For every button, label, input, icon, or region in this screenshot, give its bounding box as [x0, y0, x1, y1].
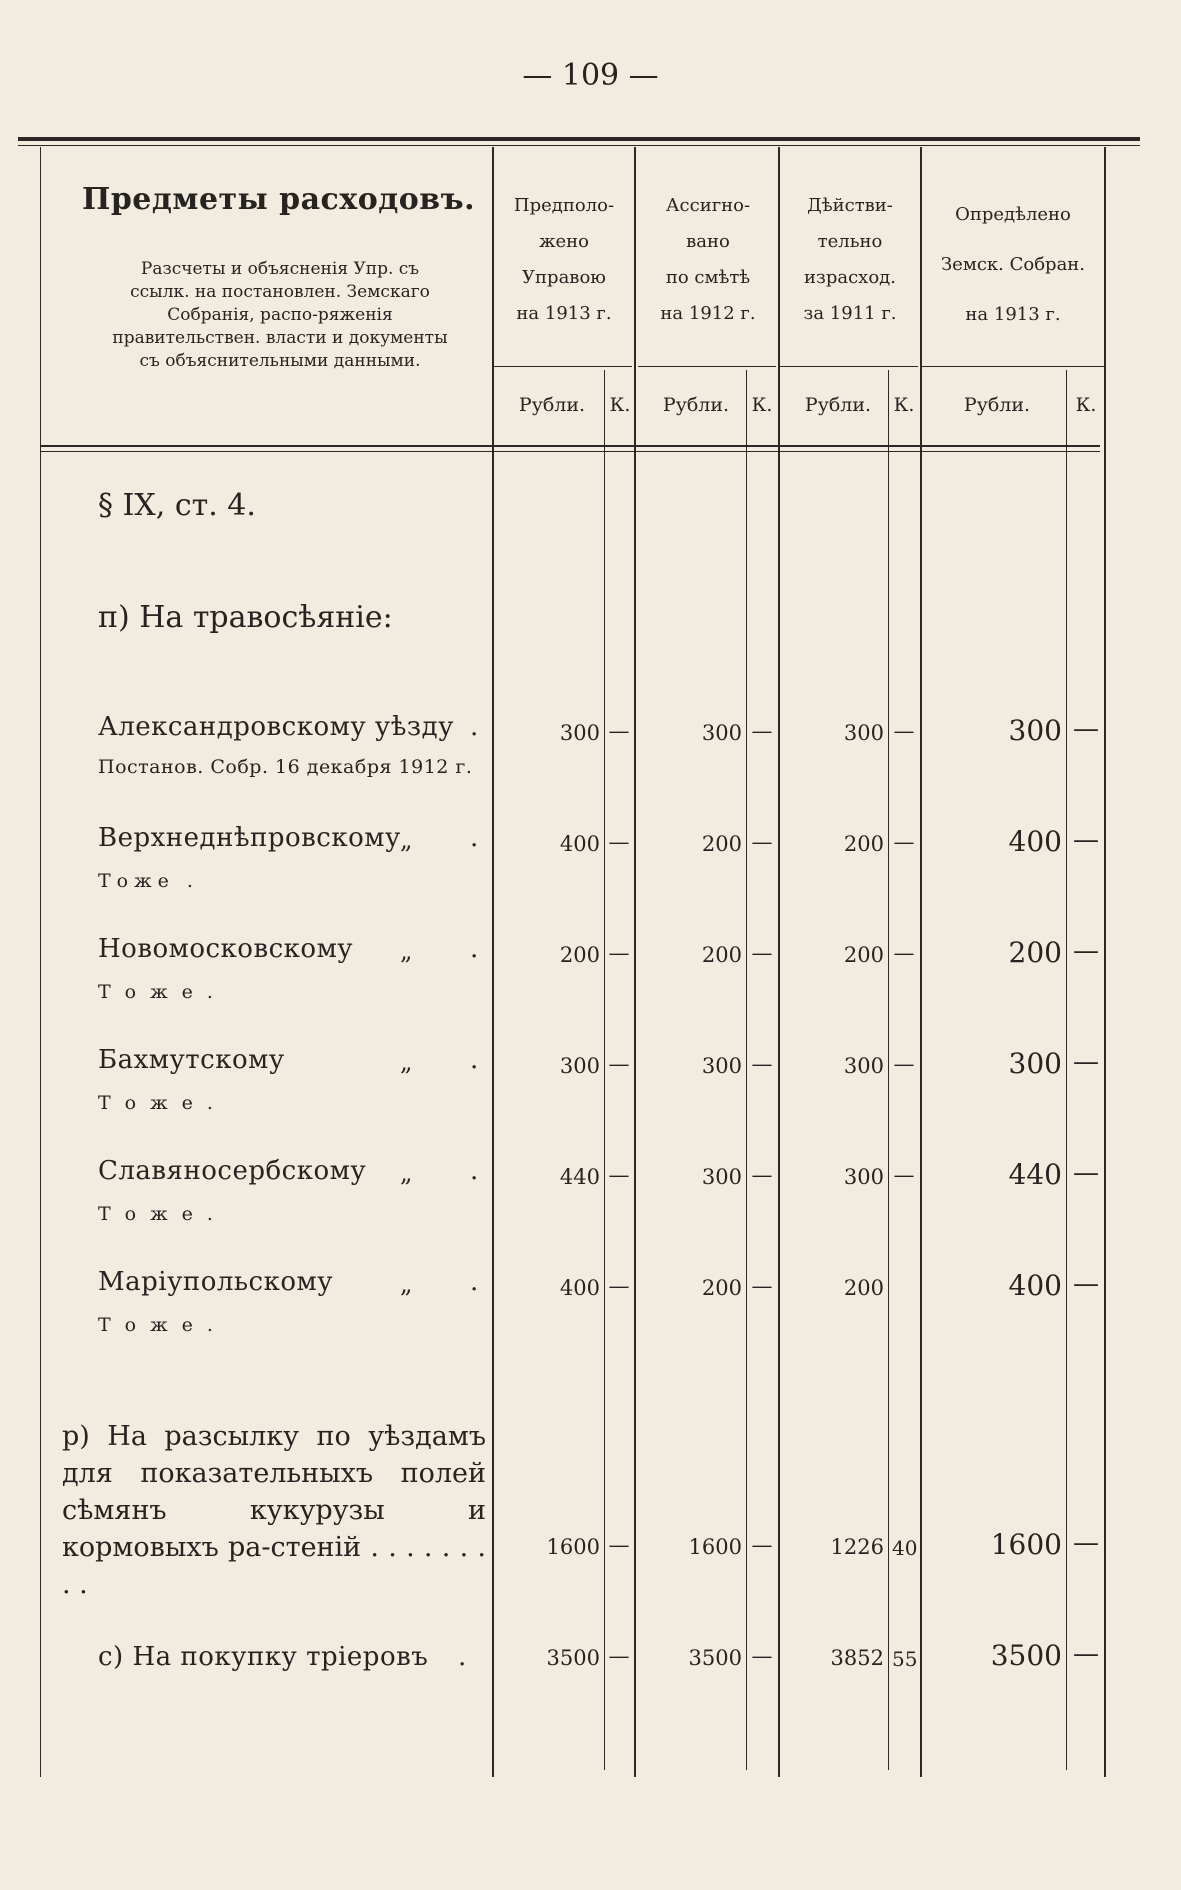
table-title: Предметы расходовъ. — [82, 182, 476, 217]
header-bottom-rule-thin — [40, 451, 1100, 452]
row-note: Постанов. Собр. 16 декабря 1912 г. — [98, 756, 473, 778]
row-note: Тоже. — [98, 1092, 227, 1114]
row-note: Тоже . — [98, 870, 199, 892]
actual-value: 200 — [843, 1276, 884, 1300]
assigned-value: 1600 — [688, 1535, 742, 1559]
actual-kop: — — [893, 1163, 915, 1187]
unit-rubles-actual: Рубли. — [804, 394, 872, 416]
determined-value: 1600 — [990, 1528, 1062, 1561]
proposed-kop: — — [608, 1052, 630, 1076]
page-number: — 109 — — [522, 58, 659, 93]
column-header-actual: Дѣйстви- тельно израсход. за 1911 г. — [803, 195, 897, 324]
proposed-value: 440 — [559, 1165, 600, 1189]
row-dot: . — [458, 1642, 467, 1672]
actual-value: 1226 — [830, 1535, 884, 1559]
actual-kop: — — [893, 941, 915, 965]
actual-value: 3852 — [830, 1646, 884, 1670]
proposed-value: 1600 — [546, 1535, 600, 1559]
assigned-kop: — — [751, 1533, 773, 1557]
unit-kop-determined: К. — [1075, 394, 1097, 416]
proposed-kop: — — [608, 941, 630, 965]
determined-kop: — — [1073, 936, 1099, 966]
row-label: Верхнеднѣпровскому — [98, 823, 401, 853]
item-s-text: с) На покупку тріеровъ — [98, 1642, 429, 1672]
actual-value: 300 — [843, 1054, 884, 1078]
row-dot: . — [470, 1156, 479, 1186]
assigned-value: 200 — [701, 832, 742, 856]
col-rule-left — [40, 147, 41, 1777]
column-header-proposed: Предполо- жено Управою на 1913 г. — [513, 195, 615, 324]
determined-kop: — — [1073, 1158, 1099, 1188]
actual-kop: 40 — [892, 1536, 918, 1560]
proposed-value: 300 — [559, 721, 600, 745]
assigned-kop: — — [751, 941, 773, 965]
row-dot: . — [470, 934, 479, 964]
column-header-assigned: Ассигно- вано по смѣтѣ на 1912 г. — [660, 195, 756, 324]
units-rule-2 — [638, 366, 776, 367]
row-note: Тоже. — [98, 1203, 227, 1225]
row-note: Тоже. — [98, 1314, 227, 1336]
table-description: Разсчеты и объясненія Упр. съ ссылк. на постановлен. Земскаго Собранія, распо-ряженія правительствен. власти и документы съ объяснительными данными. — [112, 259, 448, 371]
unit-rubles-assigned: Рубли. — [662, 394, 730, 416]
units-rule-3 — [780, 366, 918, 367]
row-note: Тоже. — [98, 981, 227, 1003]
header-bottom-rule — [40, 445, 1100, 447]
units-rule-1 — [494, 366, 632, 367]
determined-kop: — — [1073, 825, 1099, 855]
item-r-text: р) На разсылку по уѣздамъ для показательныхъ полей сѣмянъ кукурузы и кормовыхъ ра-стеній . . . . . . . . . — [62, 1421, 486, 1600]
row-label: Александровскому уѣзду — [98, 712, 454, 742]
proposed-value: 200 — [559, 943, 600, 967]
determined-value: 300 — [1008, 714, 1062, 747]
assigned-value: 200 — [701, 1276, 742, 1300]
col-rule-right — [1104, 147, 1106, 1777]
row-label: Славяносербскому — [98, 1156, 367, 1186]
assigned-kop: — — [751, 830, 773, 854]
unit-kop-assigned: К. — [751, 394, 773, 416]
unit-rubles-proposed: Рубли. — [518, 394, 586, 416]
proposed-kop: — — [608, 830, 630, 854]
actual-kop: — — [893, 719, 915, 743]
unit-kop-proposed: К. — [609, 394, 631, 416]
ditto-mark: „ — [400, 937, 413, 965]
col-rule-a — [778, 147, 780, 1777]
col-rule-label — [492, 147, 494, 1777]
determined-value: 3500 — [990, 1639, 1062, 1672]
determined-value: 400 — [1008, 1269, 1062, 1302]
col-rule-f-k — [888, 370, 889, 1770]
row-label: Бахмутскому — [98, 1045, 285, 1075]
unit-rubles-determined: Рубли. — [963, 394, 1031, 416]
col-rule-a-k — [746, 370, 747, 1770]
proposed-value: 300 — [559, 1054, 600, 1078]
proposed-kop: — — [608, 1163, 630, 1187]
assigned-kop: — — [751, 719, 773, 743]
determined-kop: — — [1073, 1639, 1099, 1669]
row-label: Новомосковскому — [98, 934, 354, 964]
proposed-kop: — — [608, 1274, 630, 1298]
column-header-determined: Опредѣлено Земск. Собран. на 1913 г. — [940, 204, 1086, 325]
actual-value: 200 — [843, 943, 884, 967]
top-rule — [18, 137, 1140, 141]
actual-kop: 55 — [892, 1647, 918, 1671]
determined-kop: — — [1073, 1269, 1099, 1299]
proposed-value: 400 — [559, 832, 600, 856]
assigned-kop: — — [751, 1052, 773, 1076]
ditto-mark: „ — [400, 1048, 413, 1076]
determined-kop: — — [1073, 1047, 1099, 1077]
assigned-value: 300 — [701, 721, 742, 745]
units-rule-4 — [922, 366, 1104, 367]
assigned-value: 300 — [701, 1054, 742, 1078]
assigned-kop: — — [751, 1163, 773, 1187]
determined-kop: — — [1073, 1528, 1099, 1558]
col-rule-f — [920, 147, 922, 1777]
ditto-mark: „ — [400, 1270, 413, 1298]
determined-value: 400 — [1008, 825, 1062, 858]
actual-value: 200 — [843, 832, 884, 856]
col-rule-d-k — [1066, 370, 1067, 1770]
section-heading: § IX, ст. 4. — [98, 488, 256, 523]
determined-value: 200 — [1008, 936, 1062, 969]
assigned-value: 300 — [701, 1165, 742, 1189]
actual-kop: — — [893, 830, 915, 854]
proposed-value: 3500 — [546, 1646, 600, 1670]
ditto-mark: „ — [400, 1159, 413, 1187]
row-dot: . — [470, 1267, 479, 1297]
ditto-mark: „ — [400, 826, 413, 854]
proposed-kop: — — [608, 1644, 630, 1668]
assigned-value: 200 — [701, 943, 742, 967]
unit-kop-actual: К. — [893, 394, 915, 416]
subsection-heading: п) На травосѣяніе: — [98, 600, 393, 635]
row-label: Маріупольскому — [98, 1267, 334, 1297]
top-rule-thin — [18, 145, 1140, 146]
proposed-kop: — — [608, 719, 630, 743]
col-rule-p-k — [604, 370, 605, 1770]
assigned-kop: — — [751, 1644, 773, 1668]
proposed-kop: — — [608, 1533, 630, 1557]
assigned-value: 3500 — [688, 1646, 742, 1670]
determined-value: 440 — [1008, 1158, 1062, 1191]
actual-value: 300 — [843, 1165, 884, 1189]
assigned-kop: — — [751, 1274, 773, 1298]
row-dot: . — [470, 1045, 479, 1075]
row-dot: . — [470, 712, 479, 742]
actual-kop: — — [893, 1052, 915, 1076]
proposed-value: 400 — [559, 1276, 600, 1300]
determined-value: 300 — [1008, 1047, 1062, 1080]
actual-value: 300 — [843, 721, 884, 745]
row-dot: . — [470, 823, 479, 853]
determined-kop: — — [1073, 714, 1099, 744]
col-rule-p — [634, 147, 636, 1777]
